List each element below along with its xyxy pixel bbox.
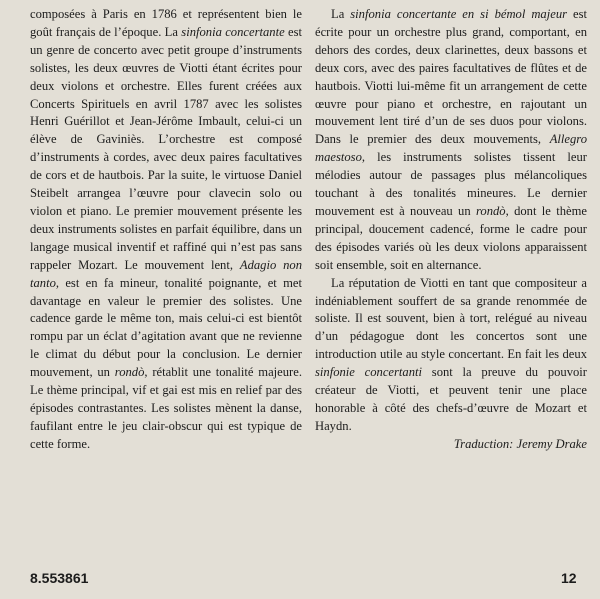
- italic-term: rondò: [114, 365, 145, 380]
- italic-term: Adagio non tanto: [30, 257, 303, 290]
- right-paragraph-2: [315, 275, 587, 436]
- text-run: , rétablit une tonalité majeure. Le thème principal, vif et gai est mis en relief par des épisodes contrastantes. Les solistes mènent la danse, faufilant entre le jeu clair-obscur qui est typique de cette forme.: [30, 365, 302, 451]
- text-run: est écrite pour un orchestre plus grand, comportant, en dehors des cordes, deux clarinettes, deux bassons et deux cors, avec des paires facultatives de flûtes et de hautbois. Viotti lui-même fit un arrangement de cette œuvre pour piano et orchestre, en rajoutant un mouvement lent tiré d’un de ses duos pour violons. Dans le premier des deux mouvements,: [315, 7, 587, 147]
- text-run: composées à Paris en 1786 et représentent bien le goût français de l’époque. La: [30, 7, 302, 39]
- text-run: sont la preuve du pouvoir créateur de Viotti, et peuvent tenir une place honorable à côté des chefs-d’œuvre de Mozart et Haydn.: [315, 365, 587, 433]
- left-paragraph: [30, 6, 302, 454]
- text-run: , dont le thème principal, doucement cadencé, forme le cadre pour des épisodes variés où les deux violons apparaissent soit ensemble, soit en alternance.: [315, 203, 587, 272]
- text-run: , est en fa mineur, tonalité poignante, et met davantage en valeur le premier des solistes. Une cadence garde le même ton, mais celui-ci est bientôt rompu par un éclat d’agitation avant que ne revienne le climat du début pour la conclusion. Le dernier mouvement, un: [30, 275, 302, 380]
- catalog-number: 8.553861: [30, 570, 89, 586]
- left-column: [30, 6, 302, 454]
- italic-term: sinfonia concertante: [181, 24, 285, 39]
- italic-term: Allegro maestoso: [315, 132, 587, 165]
- page-number: 12: [561, 570, 577, 586]
- italic-term: sinfonia concertante en si bémol majeur: [350, 7, 568, 21]
- text-run: , les instruments solistes tissent leur mélodies autour de passages plus mélancoliques touchant à des tonalités mineures. Le dernier mouvement est à nouveau un: [315, 150, 587, 218]
- italic-term: rondò: [475, 203, 506, 218]
- translation-credit: Traduction: Jeremy Drake: [453, 436, 587, 451]
- text-run: La réputation de Viotti en tant que compositeur a indéniablement souffert de sa grande renommée de soliste. Il est souvent, bien à tort, relégué au niveau d’un pédagogue dont les concertos sont une introduction utile au style concertant. En fait les deux: [315, 275, 587, 362]
- text-run: La: [331, 7, 351, 21]
- right-paragraph-1: [315, 6, 587, 275]
- text-run: est un genre de concerto avec petit groupe d’instruments solistes, les deux œuvres de Viotti étant écrites pour deux violons et orchestre. Elles furent créées aux Concerts Spirituels en avril 1787 avec les solistes Henri Guérillot et Jean-Jérôme Imbault, celui-ci un élève de Gaviniès. L’orchestre est composé d’instruments à cordes, avec deux paires facultatives de cors et de hautbois. Par la suite, le virtuose Daniel Steibelt arrangea l’œuvre pour clavecin solo ou violon et piano. Le premier mouvement présente les deux instruments solistes en parfait équilibre, dans un langage musical inventif et raffiné qui n’est pas sans rappeler Mozart. Le mouvement lent,: [30, 24, 302, 272]
- right-column: [315, 6, 587, 454]
- italic-term: sinfonie concertanti: [315, 365, 423, 380]
